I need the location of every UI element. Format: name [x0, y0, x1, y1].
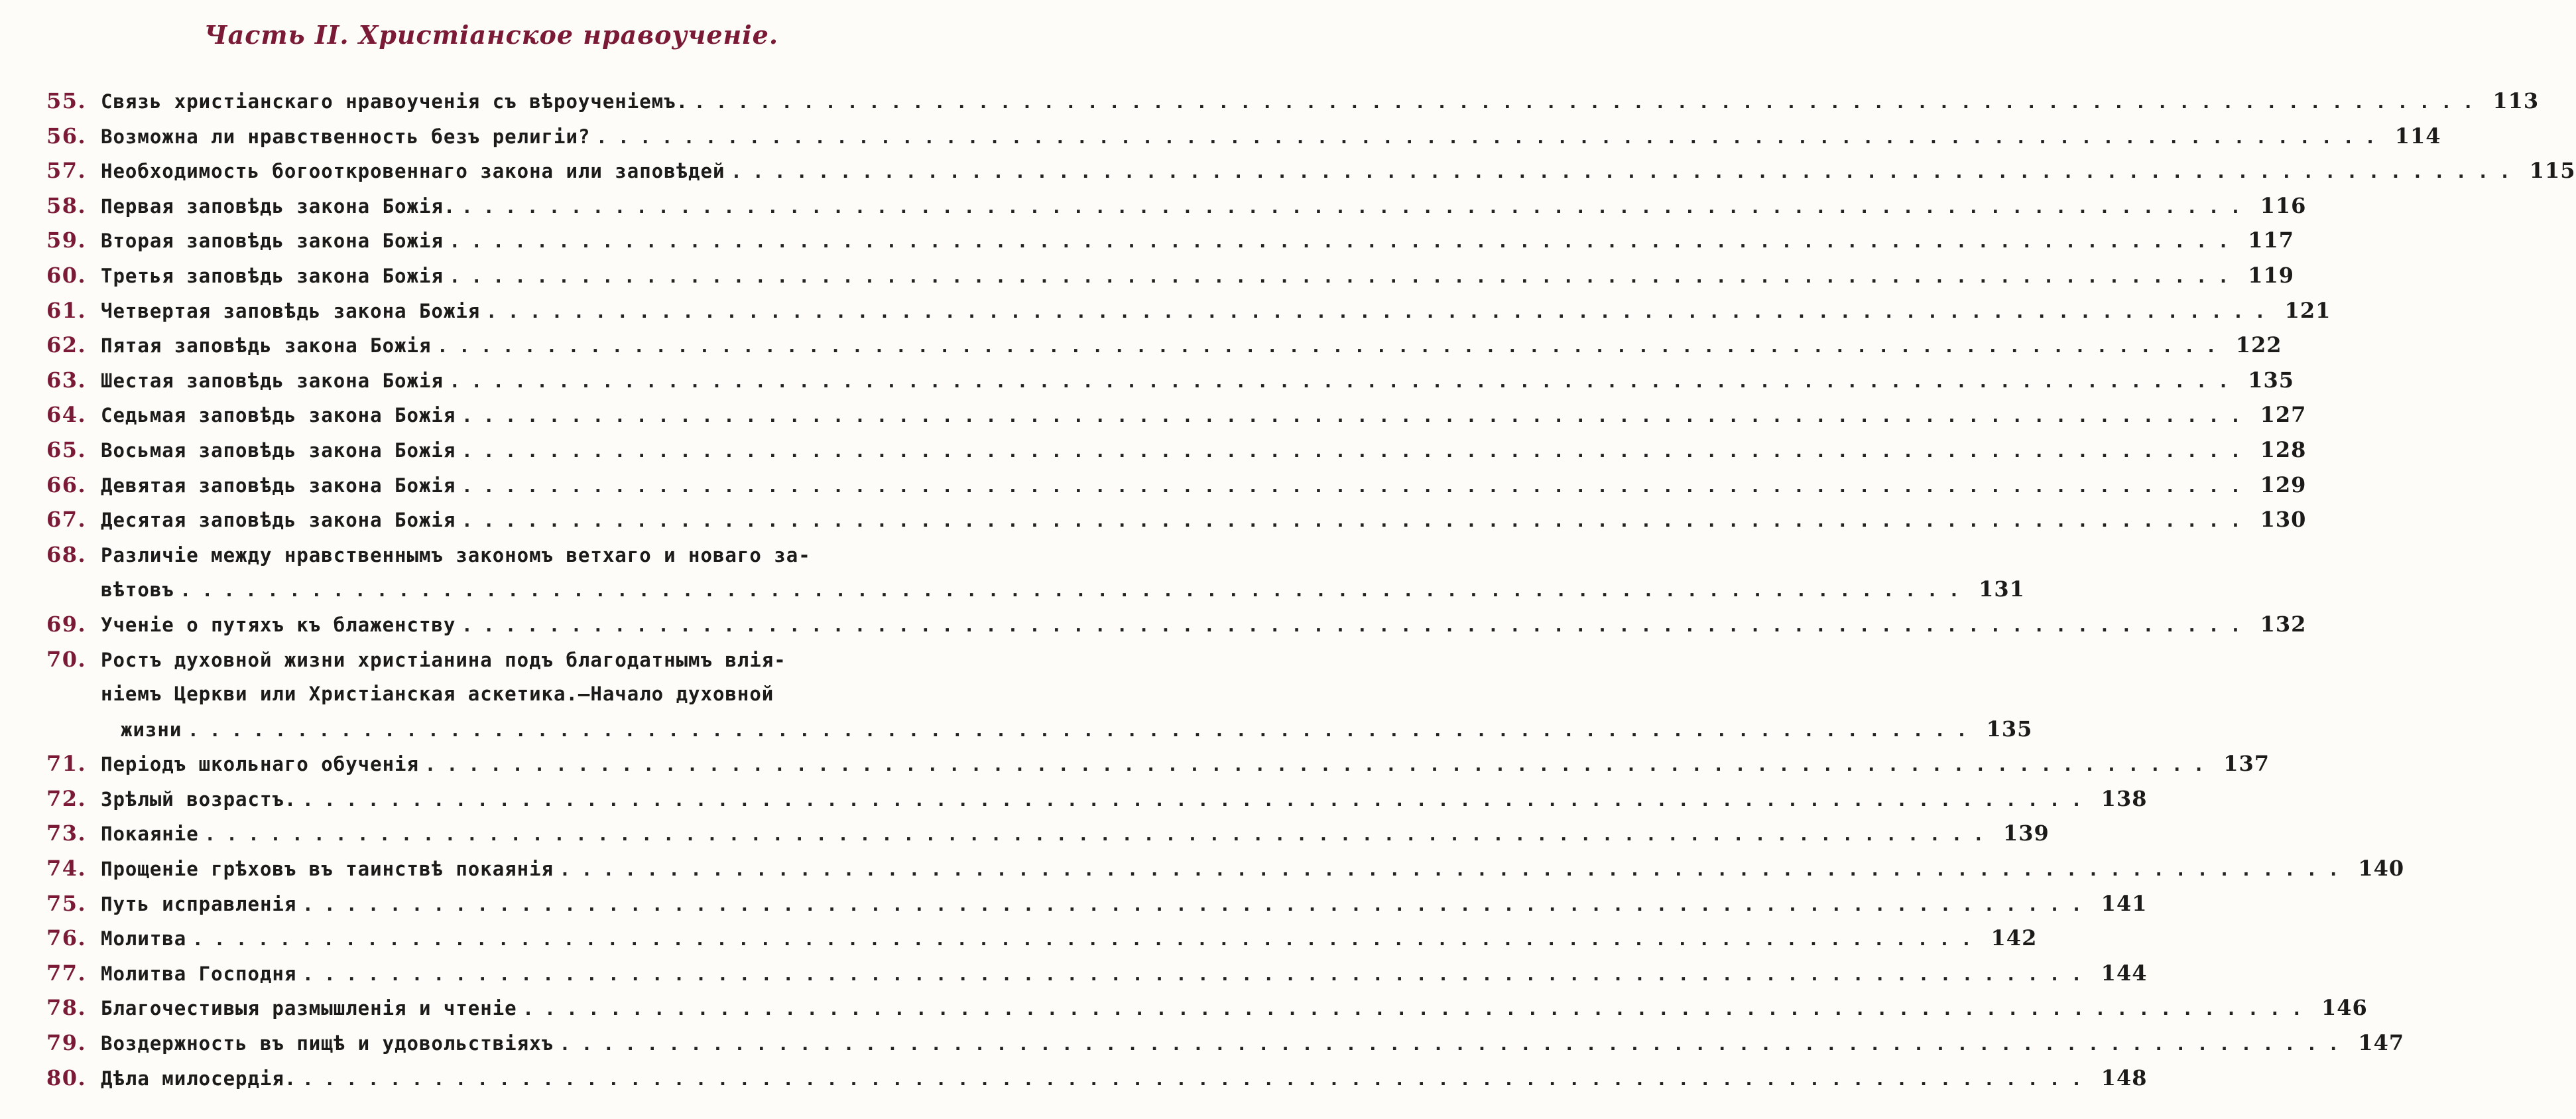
entry-page-number: 147	[2358, 1030, 2405, 1056]
entry-page-number: 135	[2248, 367, 2294, 393]
dot-leader	[182, 574, 1957, 609]
toc-entry	[46, 851, 2405, 886]
entry-number: 69.	[46, 611, 87, 637]
toc-line	[46, 119, 2441, 154]
entry-title: Дѣла милосердія.	[101, 1067, 297, 1090]
toc-line	[46, 258, 2294, 293]
entry-number: 56.	[46, 123, 87, 149]
dot-leader	[304, 783, 2079, 819]
toc-line	[46, 188, 2307, 224]
toc-entry	[46, 223, 2294, 258]
entry-title: Молитва Господня	[101, 962, 297, 985]
entry-page-number: 146	[2321, 995, 2368, 1021]
toc-entry	[46, 468, 2307, 503]
toc-entry	[46, 746, 2270, 781]
entry-title: Возможна ли нравственность безъ религіи?	[101, 125, 591, 148]
entry-number: 62.	[46, 332, 87, 358]
toc-entry	[46, 816, 2050, 851]
toc-line	[46, 223, 2294, 258]
dot-leader	[463, 190, 2239, 226]
toc-entry	[46, 990, 2368, 1025]
dot-leader	[190, 714, 1965, 749]
entry-title: Періодъ школьнаго обученія	[101, 753, 419, 776]
entry-number: 71.	[46, 751, 87, 777]
dot-leader	[304, 958, 2079, 993]
entry-page-number: 139	[2003, 821, 2050, 846]
toc-line	[46, 921, 2038, 956]
entry-page-number: 135	[1986, 716, 2033, 742]
toc-entry	[46, 153, 2576, 188]
entry-page-number: 130	[2260, 507, 2307, 533]
entry-title: вѣтовъ	[101, 578, 174, 602]
toc-entry	[46, 502, 2307, 537]
toc-entry	[46, 1025, 2405, 1061]
dot-leader	[463, 470, 2239, 505]
entry-number: 70.	[46, 646, 87, 672]
toc-line	[46, 642, 942, 677]
entry-title: Девятая заповѣдь закона Божія	[101, 474, 456, 497]
entry-page-number: 115	[2529, 158, 2576, 184]
table-of-contents	[46, 84, 2576, 1095]
toc-entry	[46, 258, 2294, 293]
toc-entry	[46, 293, 2331, 328]
entry-title: ніемъ Церкви или Христіанская аскетика.—Начало духовной	[101, 683, 774, 706]
entry-page-number: 140	[2358, 856, 2405, 882]
toc-line	[46, 328, 2282, 363]
entry-number: 65.	[46, 436, 87, 462]
entry-number: 67.	[46, 507, 87, 533]
dot-leader	[696, 86, 2471, 121]
entry-number: 61.	[46, 297, 87, 323]
entry-number: 80.	[46, 1065, 87, 1090]
toc-line	[46, 607, 2307, 642]
entry-number: 78.	[46, 995, 87, 1021]
entry-title: Пятая заповѣдь закона Божія	[101, 334, 432, 358]
toc-line	[46, 990, 2368, 1025]
toc-line	[46, 851, 2405, 886]
toc-entry	[46, 84, 2540, 119]
dot-leader	[463, 609, 2239, 644]
toc-line	[46, 363, 2294, 398]
entry-title: Восьмая заповѣдь закона Божія	[101, 438, 456, 462]
toc-line	[46, 746, 2270, 781]
entry-page-number: 121	[2284, 297, 2331, 323]
toc-line	[46, 397, 2307, 432]
entry-title: Связь христіанскаго нравоученія съ вѣроученіемъ.	[101, 90, 689, 113]
dot-leader	[598, 121, 2373, 156]
entry-page-number: 138	[2101, 785, 2148, 811]
toc-entry	[46, 397, 2307, 432]
entry-title: Воздержность въ пищѣ и удовольствіяхъ	[101, 1032, 554, 1055]
entry-title: жизни	[121, 718, 182, 741]
toc-entry	[46, 537, 2025, 607]
entry-title: Шестая заповѣдь закона Божія	[101, 369, 444, 392]
entry-number: 57.	[46, 158, 87, 184]
toc-line	[46, 572, 2025, 607]
entry-title: Ростъ духовной жизни христіанина подъ благодатнымъ влія-	[101, 648, 786, 671]
entry-title: Благочестивыя размышленія и чтеніе	[101, 997, 517, 1020]
dot-leader	[733, 155, 2508, 190]
toc-line	[46, 84, 2540, 119]
entry-page-number: 117	[2248, 228, 2294, 253]
toc-line	[46, 886, 2148, 921]
toc-entry	[46, 188, 2307, 224]
toc-line	[46, 816, 2050, 851]
entry-page-number: 114	[2394, 123, 2441, 149]
toc-line	[46, 502, 2307, 537]
entry-number: 59.	[46, 228, 87, 253]
toc-entry	[46, 119, 2441, 154]
toc-line	[46, 537, 942, 572]
entry-page-number: 144	[2101, 960, 2148, 986]
dot-leader	[439, 330, 2214, 365]
entry-title: Десятая заповѣдь закона Божія	[101, 509, 456, 532]
toc-line	[46, 468, 2307, 503]
entry-page-number: 127	[2260, 402, 2307, 428]
toc-entry	[46, 886, 2148, 921]
entry-page-number: 131	[1979, 576, 2025, 602]
dot-leader	[427, 748, 2202, 783]
entry-number: 77.	[46, 960, 87, 986]
entry-number: 73.	[46, 821, 87, 846]
entry-page-number: 119	[2248, 262, 2294, 288]
toc-line	[46, 677, 942, 712]
toc-entry	[46, 642, 2033, 747]
toc-line	[46, 712, 2033, 747]
toc-entry	[46, 921, 2038, 956]
entry-number: 79.	[46, 1030, 87, 1056]
entry-page-number: 142	[1991, 925, 2038, 951]
dot-leader	[452, 225, 2227, 260]
toc-entry	[46, 956, 2148, 991]
entry-number: 75.	[46, 890, 87, 916]
dot-leader	[463, 434, 2239, 470]
entry-number: 63.	[46, 367, 87, 393]
dot-leader	[194, 923, 1969, 958]
entry-title: Прощеніе грѣховъ въ таинствѣ покаянія	[101, 858, 554, 881]
entry-number: 64.	[46, 402, 87, 428]
toc-entry	[46, 781, 2148, 817]
dot-leader	[525, 992, 2300, 1027]
dot-leader	[463, 504, 2239, 539]
entry-title: Различіе между нравственнымъ закономъ ветхаго и новаго за-	[101, 543, 811, 566]
entry-title: Молитва	[101, 927, 187, 951]
entry-page-number: 128	[2260, 436, 2307, 462]
entry-title: Третья заповѣдь закона Божія	[101, 264, 444, 287]
toc-entry	[46, 363, 2294, 398]
toc-line	[46, 1025, 2405, 1061]
entry-title: Вторая заповѣдь закона Божія	[101, 230, 444, 253]
section-title: Часть II. Христіанское нравоученіе.	[204, 20, 779, 50]
entry-number: 68.	[46, 541, 87, 567]
dot-leader	[488, 295, 2263, 330]
dot-leader	[463, 399, 2239, 434]
entry-page-number: 137	[2223, 751, 2270, 777]
entry-title: Необходимость богооткровеннаго закона или заповѣдей	[101, 160, 725, 183]
entry-page-number: 141	[2101, 890, 2148, 916]
dot-leader	[207, 818, 1982, 853]
toc-line	[46, 956, 2148, 991]
entry-number: 60.	[46, 262, 87, 288]
entry-number: 72.	[46, 785, 87, 811]
entry-page-number: 132	[2260, 611, 2307, 637]
toc-line	[46, 1061, 2148, 1096]
entry-number: 66.	[46, 472, 87, 497]
entry-page-number: 129	[2260, 472, 2307, 497]
entry-title: Зрѣлый возрастъ.	[101, 787, 297, 811]
dot-leader	[304, 1063, 2079, 1098]
entry-title: Путь исправленія	[101, 892, 297, 915]
entry-number: 74.	[46, 856, 87, 882]
toc-line	[46, 153, 2576, 188]
entry-number: 55.	[46, 88, 87, 113]
entry-title: Первая заповѣдь закона Божія.	[101, 194, 456, 218]
dot-leader	[562, 853, 2337, 888]
toc-entry	[46, 607, 2307, 642]
toc-line	[46, 293, 2331, 328]
toc-line	[46, 781, 2148, 817]
entry-title: Ученіе о путяхъ къ блаженству	[101, 613, 456, 636]
entry-page-number: 122	[2235, 332, 2282, 358]
toc-entry	[46, 432, 2307, 468]
toc-entry	[46, 1061, 2148, 1096]
entry-title: Покаяніе	[101, 823, 199, 846]
entry-number: 58.	[46, 192, 87, 218]
dot-leader	[304, 888, 2079, 923]
dot-leader	[452, 365, 2227, 400]
dot-leader	[562, 1027, 2337, 1063]
entry-title: Седьмая заповѣдь закона Божія	[101, 404, 456, 427]
dot-leader	[452, 260, 2227, 295]
entry-title: Четвертая заповѣдь закона Божія	[101, 299, 481, 322]
entry-page-number: 116	[2260, 192, 2307, 218]
toc-line	[46, 432, 2307, 468]
entry-page-number: 148	[2101, 1065, 2148, 1090]
entry-number: 76.	[46, 925, 87, 951]
entry-page-number: 113	[2492, 88, 2540, 113]
toc-entry	[46, 328, 2282, 363]
